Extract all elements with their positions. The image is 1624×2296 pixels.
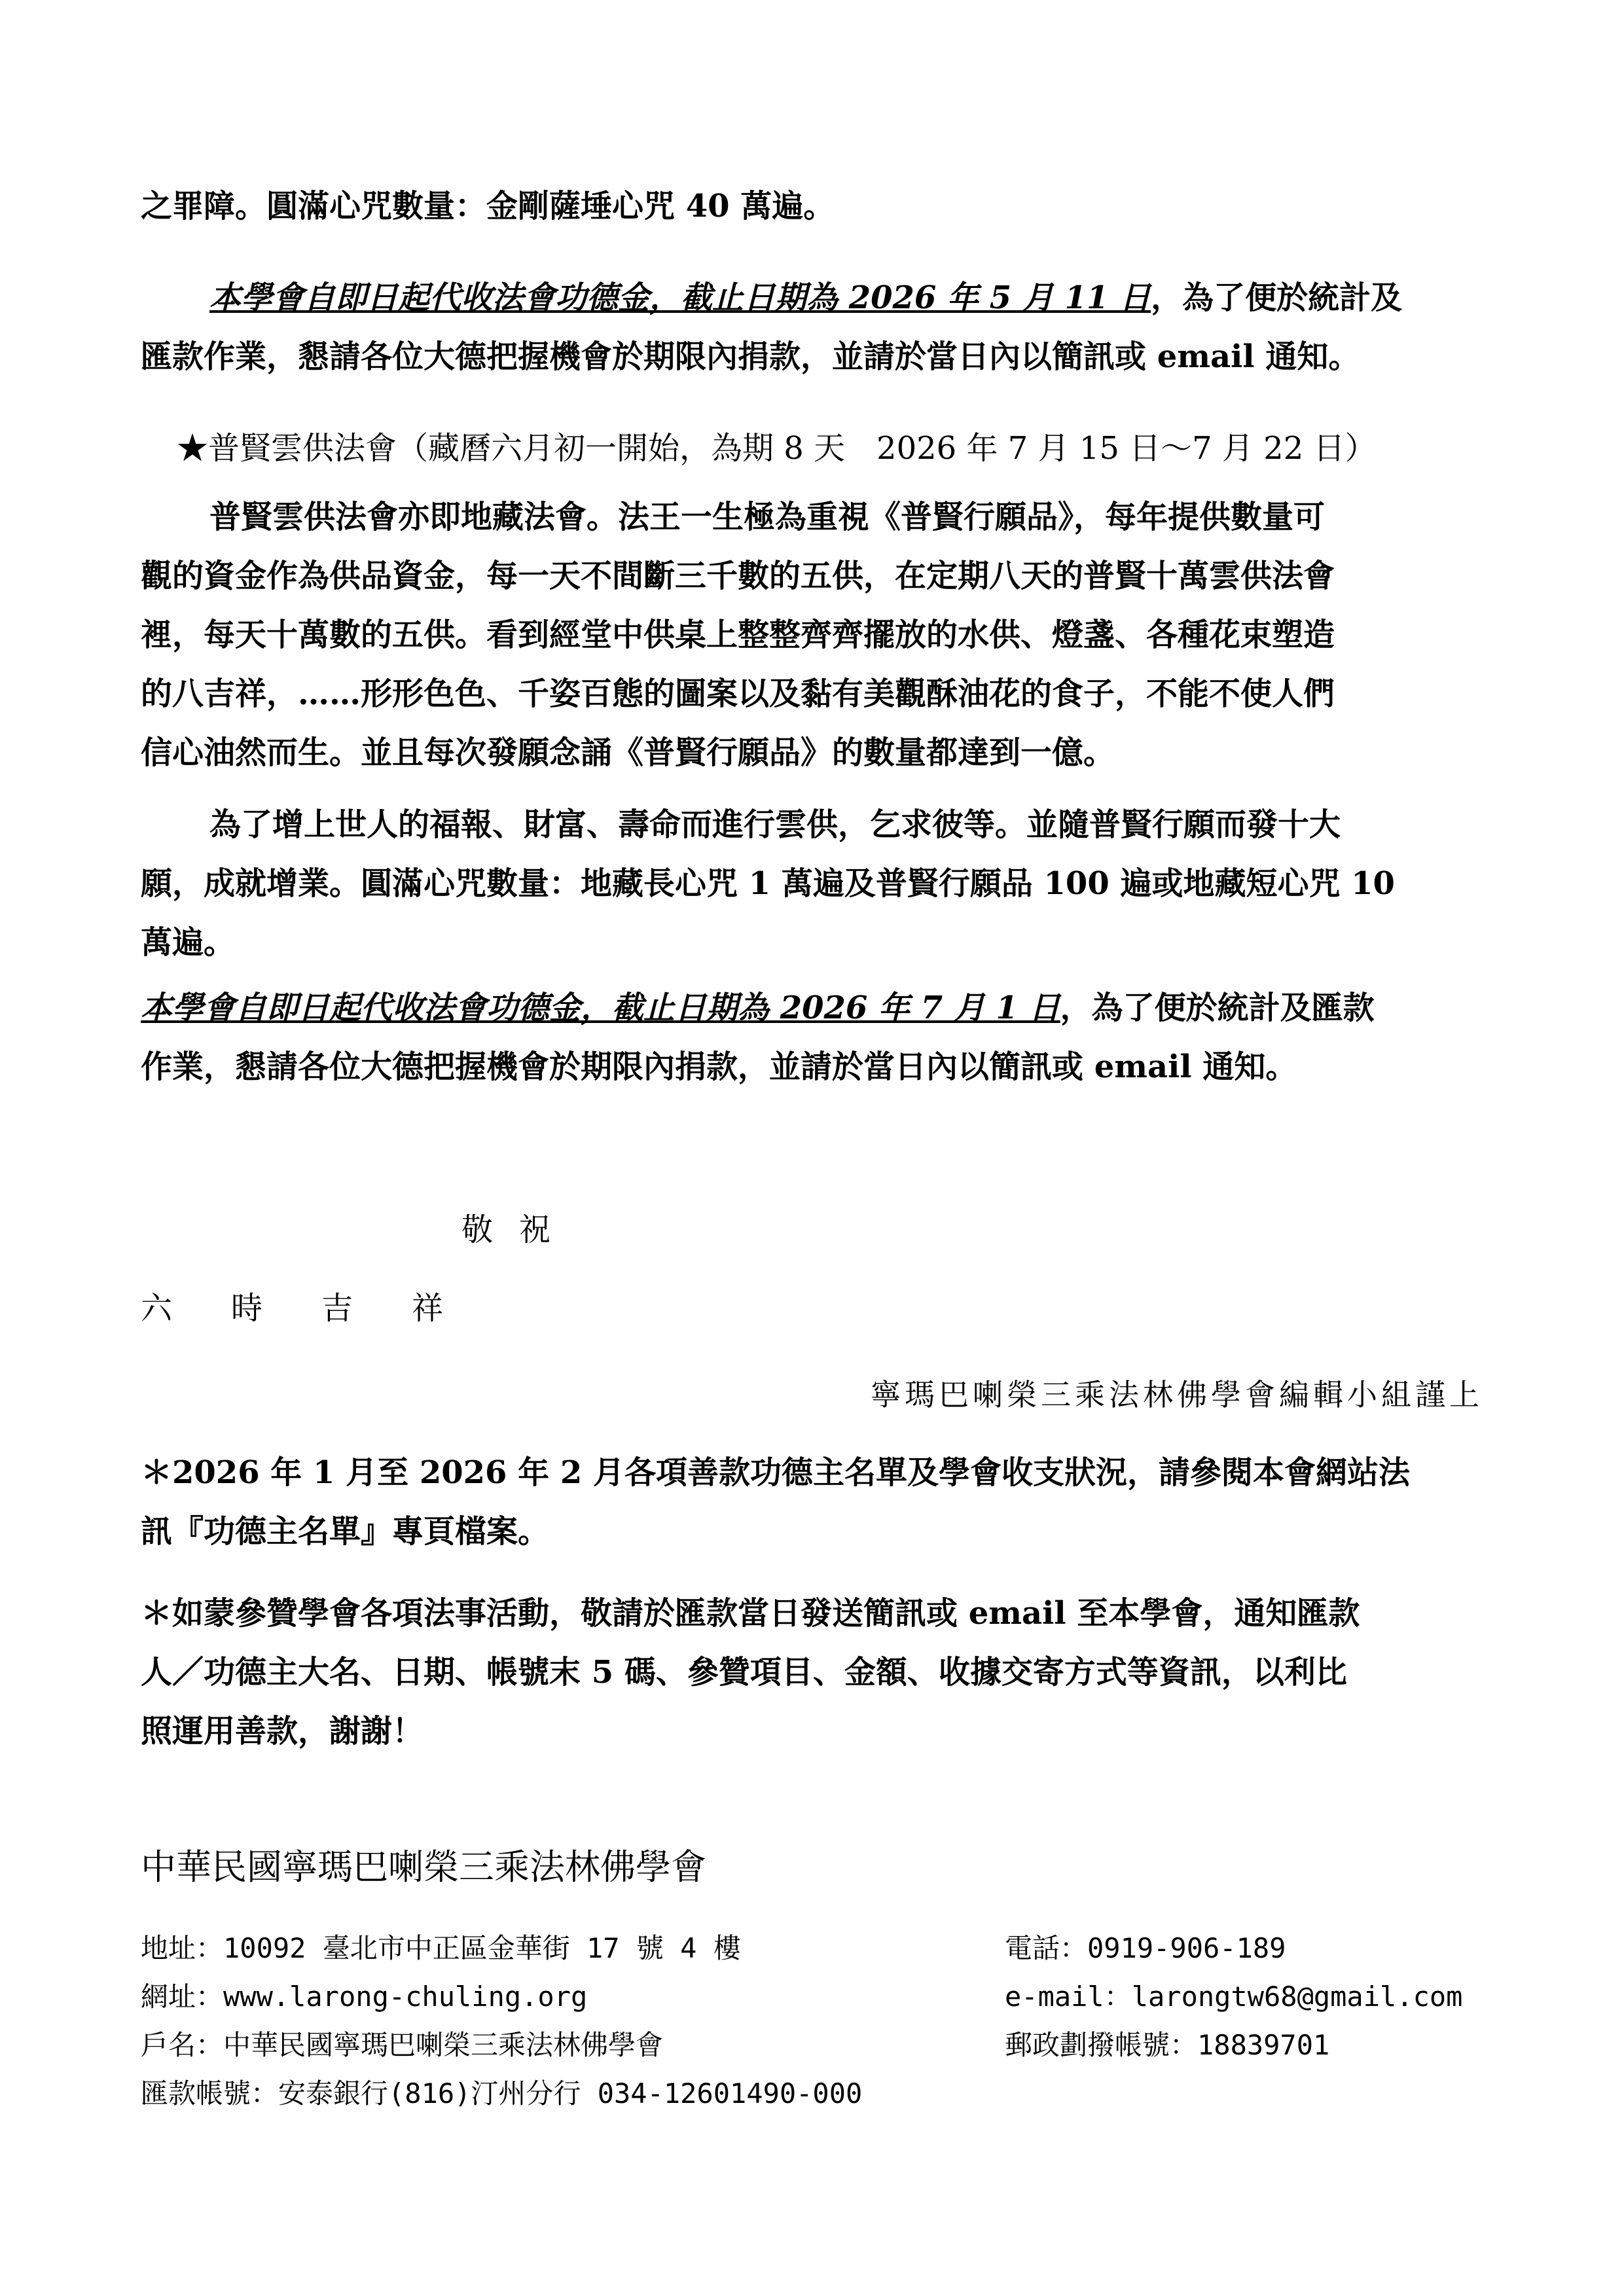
notice-2-line-1 [141, 978, 1489, 1037]
note-2-line-3: 照運用善款，謝謝！ [141, 1713, 424, 1749]
para3-line-3: 萬遍。 [141, 924, 236, 961]
para3-line-2: 願，成就增業。圓滿心咒數量：地藏長心咒 1 萬遍及普賢行願品 100 遍或地藏短心咒 10 [141, 865, 1395, 902]
org-postal-account: 郵政劃撥帳號：18839701 [1005, 2029, 1330, 2061]
closing-respect: 敬祝 [461, 1211, 577, 1248]
org-website: 網址：www.larong-chuling.org [141, 1981, 588, 2013]
notice-1-line-1 [209, 268, 1558, 327]
paragraph-top-line: 之罪障。圓滿心咒數量：金剛薩埵心咒 40 萬遍。 [141, 188, 835, 224]
para2-line-5: 信心油然而生。並且每次發願念誦《普賢行願品》的數量都達到一億。 [141, 734, 1115, 771]
notice-1-line-2: 匯款作業，懇請各位大德把握機會於期限內捐款，並請於當日內以簡訊或 email 通知。 [141, 338, 1360, 375]
note-2-line-1: ＊如蒙參贊學會各項法事活動，敬請於匯款當日發送簡訊或 email 至本學會，通知匯款 [141, 1595, 1360, 1632]
para2-line-4: 的八吉祥，……形形色色、千姿百態的圖案以及黏有美觀酥油花的食子，不能不使人們 [141, 675, 1335, 712]
notice-1-deadline: 本學會自即日起代收法會功德金，截止日期為 2026 年 5 月 11 日 [209, 279, 1151, 316]
closing-signature: 寧瑪巴喇榮三乘法林佛學會編輯小組謹上 [871, 1377, 1483, 1412]
para2-line-1: 普賢雲供法會亦即地藏法會。法王一生極為重視《普賢行願品》，每年提供數量可 [209, 499, 1326, 535]
org-bank-account: 匯款帳號：安泰銀行(816)汀州分行 034-12601490-000 [141, 2077, 863, 2109]
note-2-line-2: 人／功德主大名、日期、帳號末 5 碼、參贊項目、金額、收據交寄方式等資訊，以利比 [141, 1654, 1347, 1691]
note-1-line-2: 訊『功德主名單』專頁檔案。 [141, 1513, 550, 1550]
organization-name: 中華民國寧瑪巴喇榮三乘法林佛學會 [141, 1846, 706, 1888]
notice-1-line-1-rest: ，為了便於統計及 [1151, 279, 1403, 316]
closing-wish: 六時吉祥 [141, 1290, 503, 1327]
note-1-line-1: ＊2026 年 1 月至 2026 年 2 月各項善款功德主名單及學會收支狀況，請參閱本會網站法 [141, 1454, 1410, 1491]
org-phone: 電話：0919-906-189 [1005, 1932, 1286, 1964]
para2-line-2: 觀的資金作為供品資金，每一天不間斷三千數的五供，在定期八天的普賢十萬雲供法會 [141, 558, 1335, 594]
section-heading: ★普賢雲供法會（藏曆六月初一開始，為期 8 天 2026 年 7 月 15 日～7 月 22 日） [177, 430, 1377, 467]
para3-line-1: 為了增上世人的福報、財富、壽命而進行雲供，乞求彼等。並隨普賢行願而發十大 [209, 806, 1341, 843]
notice-2-deadline: 本學會自即日起代收法會功德金，截止日期為 2026 年 7 月 1 日 [141, 990, 1060, 1026]
org-email: e-mail：larongtw68@gmail.com [1005, 1981, 1463, 2013]
notice-2-line-2: 作業，懇請各位大德把握機會於期限內捐款，並請於當日內以簡訊或 email 通知。 [141, 1049, 1297, 1085]
org-account-name: 戶名：中華民國寧瑪巴喇榮三乘法林佛學會 [141, 2029, 664, 2061]
notice-2-line-1-rest: ，為了便於統計及匯款 [1060, 990, 1375, 1026]
para2-line-3: 裡，每天十萬數的五供。看到經堂中供桌上整整齊齊擺放的水供、燈盞、各種花束塑造 [141, 617, 1335, 653]
org-address: 地址：10092 臺北市中正區金華街 17 號 4 樓 [141, 1932, 741, 1964]
